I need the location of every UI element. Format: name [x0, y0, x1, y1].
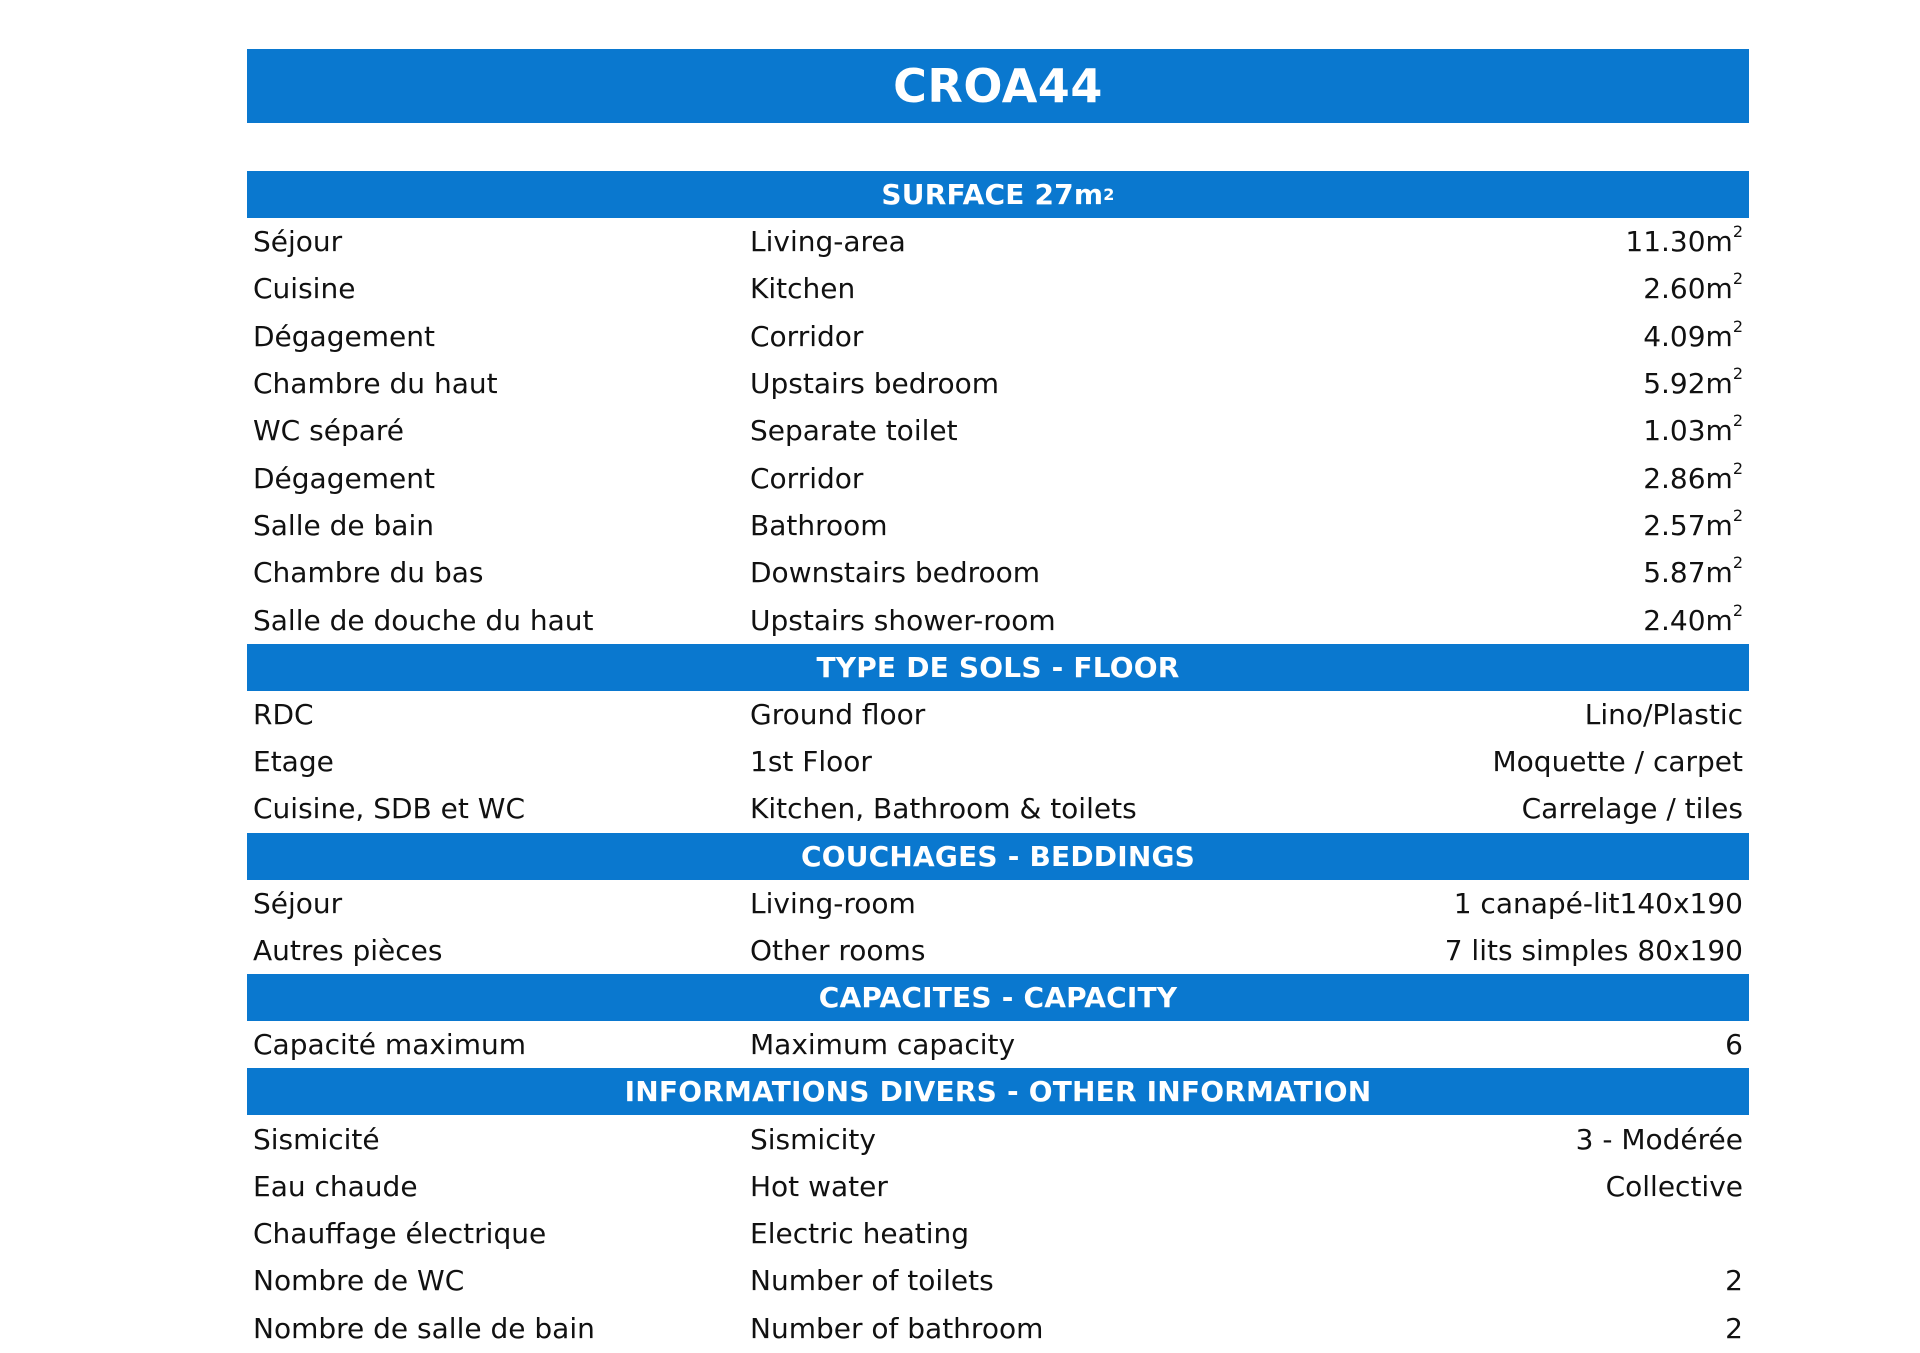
label-french: Séjour: [253, 225, 343, 259]
row-value: [1253, 364, 1749, 401]
row-value: [1253, 411, 1749, 448]
table-row: [247, 785, 1749, 832]
table-row: [247, 1305, 1749, 1352]
row-value-text: 6: [1725, 1028, 1743, 1062]
table-row: [247, 691, 1749, 738]
label-english: Bathroom: [750, 508, 888, 542]
label-french: RDC: [253, 697, 314, 731]
info-sheet: [247, 49, 1749, 1352]
table-row: [247, 502, 1749, 549]
row-value: [1253, 887, 1749, 920]
row-value-text: 1 canapé-lit140x190: [1453, 886, 1743, 920]
label-english: Ground floor: [750, 697, 926, 731]
table-row: [247, 738, 1749, 785]
label-english: Hot water: [750, 1169, 888, 1203]
table-row: [247, 596, 1749, 643]
row-value: [1253, 1264, 1749, 1297]
label-french: Autres pièces: [253, 934, 443, 967]
label-english: Upstairs bedroom: [750, 367, 999, 401]
row-value-sup: 2: [1732, 600, 1743, 620]
label-french: Sismicité: [253, 1122, 380, 1156]
row-value-text: 4.09m: [1643, 319, 1733, 353]
row-value-sup: 2: [1732, 411, 1743, 431]
spacer: [247, 123, 1749, 171]
label-english: Sismicity: [750, 1122, 876, 1156]
label-english: Number of bathroom: [750, 1311, 1044, 1345]
label-french: Nombre de salle de bain: [253, 1311, 595, 1345]
row-value-text: 11.30m: [1625, 225, 1733, 259]
label-english: Upstairs shower-room: [750, 603, 1056, 637]
row-value: [1253, 745, 1749, 778]
label-french: Chauffage électrique: [253, 1217, 547, 1251]
row-value-text: 2: [1725, 1311, 1743, 1345]
label-french: Eau chaude: [253, 1169, 418, 1203]
row-value-text: 2.86m: [1643, 461, 1733, 495]
row-value-text: 3 - Modérée: [1575, 1122, 1743, 1156]
row-value-text: Moquette / carpet: [1492, 745, 1743, 779]
section-header: [247, 833, 1749, 880]
table-row: [247, 549, 1749, 596]
row-value: [1253, 1170, 1749, 1203]
row-value-text: 2.60m: [1643, 272, 1733, 306]
label-french: Chambre du bas: [253, 556, 484, 590]
table-row: [247, 1163, 1749, 1210]
row-value-sup: 2: [1732, 553, 1743, 573]
label-french: Capacité maximum: [253, 1028, 526, 1062]
label-french: WC séparé: [253, 414, 405, 448]
row-value-sup: 2: [1732, 222, 1743, 242]
label-english: Maximum capacity: [750, 1028, 1016, 1062]
section-header: [247, 644, 1749, 691]
table-row: [247, 1210, 1749, 1257]
label-french: Chambre du haut: [253, 367, 498, 401]
table-row: [247, 1115, 1749, 1162]
row-value-text: Carrelage / tiles: [1521, 792, 1743, 826]
row-value: [1253, 553, 1749, 590]
row-value-sup: 2: [1732, 505, 1743, 525]
label-english: Separate toilet: [750, 414, 958, 448]
row-value-text: 5.87m: [1643, 556, 1733, 590]
label-french: Nombre de WC: [253, 1264, 465, 1298]
table-row: [247, 1257, 1749, 1304]
label-english: Electric heating: [750, 1217, 970, 1251]
row-value: [1253, 316, 1749, 353]
label-english: Downstairs bedroom: [750, 556, 1041, 590]
row-value-sup: 2: [1732, 316, 1743, 336]
table-row: [247, 880, 1749, 927]
label-french: Salle de douche du haut: [253, 603, 594, 637]
label-french: Cuisine: [253, 272, 356, 306]
label-english: Corridor: [750, 461, 864, 495]
row-value: [1253, 792, 1749, 825]
label-french: Etage: [253, 745, 334, 779]
section-header: SURFACE 27m 2: [247, 171, 1749, 218]
section-header-label: CAPACITES - CAPACITY: [818, 981, 1178, 1015]
section-header-label: TYPE DE SOLS - FLOOR: [816, 650, 1180, 684]
row-value: [1253, 1123, 1749, 1156]
label-english: Corridor: [750, 319, 864, 353]
row-value-sup: 2: [1732, 458, 1743, 478]
row-value: [1253, 1028, 1749, 1061]
row-value-text: 7 lits simples 80x190: [1444, 934, 1743, 967]
sections-container: [247, 171, 1749, 1352]
section-header-label: SURFACE 27m: [881, 178, 1104, 211]
row-value-text: Lino/Plastic: [1584, 697, 1743, 731]
label-english: 1st Floor: [750, 745, 872, 779]
section-header: [247, 974, 1749, 1021]
label-french: Dégagement: [253, 461, 435, 495]
label-english: Living-room: [750, 886, 916, 920]
row-value: [1253, 600, 1749, 637]
label-french: Salle de bain: [253, 508, 434, 542]
label-french: Dégagement: [253, 319, 435, 353]
page-title: CROA44: [247, 49, 1749, 123]
label-english: Living-area: [750, 225, 906, 259]
row-value-sup: 2: [1732, 269, 1743, 289]
label-english: Number of toilets: [750, 1264, 994, 1298]
label-french: Séjour: [253, 886, 343, 920]
row-value-text: 2.40m: [1643, 603, 1733, 637]
table-row: [247, 1021, 1749, 1068]
row-value-text: 5.92m: [1643, 367, 1733, 401]
table-row: [247, 407, 1749, 454]
label-english: Other rooms: [750, 934, 926, 967]
table-row: [247, 313, 1749, 360]
label-english: Kitchen, Bathroom & toilets: [750, 792, 1137, 826]
table-row: [247, 360, 1749, 407]
table-row: [247, 218, 1749, 265]
row-value: [1253, 269, 1749, 306]
row-value: [1253, 458, 1749, 495]
row-value: [1253, 698, 1749, 731]
row-value-text: 2: [1725, 1264, 1743, 1298]
row-value: [1253, 505, 1749, 542]
section-header-label: COUCHAGES - BEDDINGS: [800, 839, 1196, 873]
label-english: Kitchen: [750, 272, 856, 306]
row-value-text: Collective: [1605, 1169, 1743, 1203]
row-value: [1253, 222, 1749, 259]
section-header: [247, 1068, 1749, 1115]
row-value: [1253, 1312, 1749, 1345]
table-row: [247, 265, 1749, 312]
section-header-label: INFORMATIONS DIVERS - OTHER INFORMATION: [624, 1075, 1372, 1109]
label-french: Cuisine, SDB et WC: [253, 792, 526, 826]
row-value-text: 1.03m: [1643, 414, 1733, 448]
table-row: [247, 927, 1749, 974]
row-value: [1253, 934, 1749, 967]
row-value-text: 2.57m: [1643, 508, 1733, 542]
table-row: [247, 454, 1749, 501]
row-value-sup: 2: [1732, 364, 1743, 384]
